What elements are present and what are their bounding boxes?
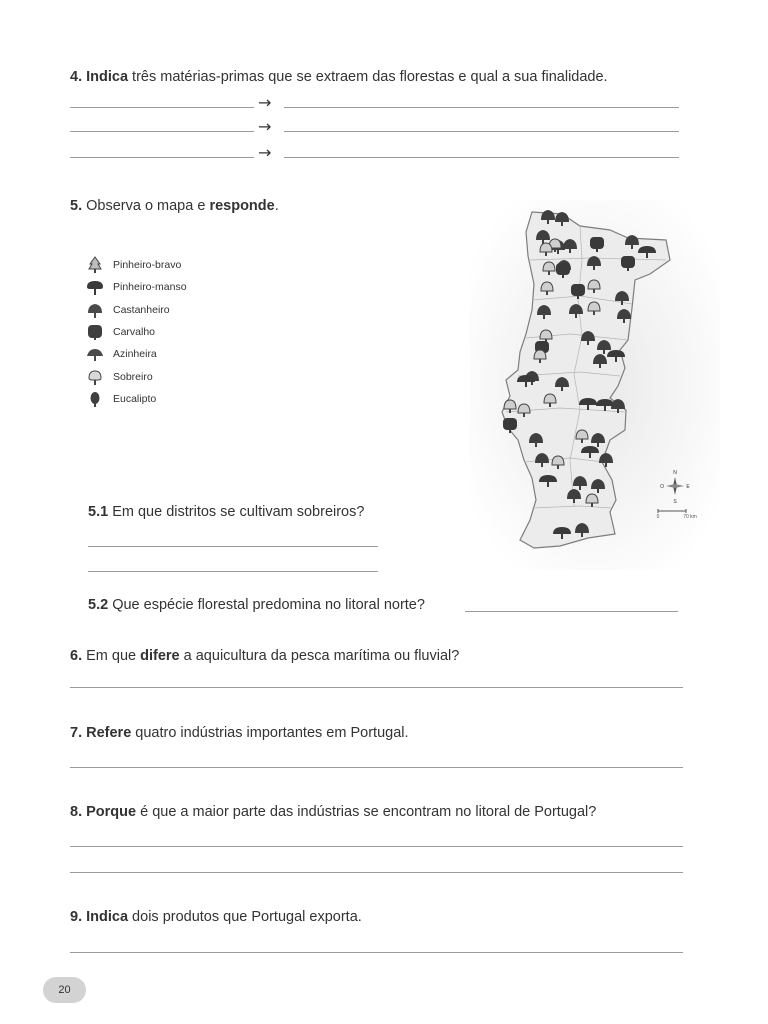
- umbrella-pine-icon: [86, 278, 104, 296]
- pine-tree-icon: [86, 256, 104, 274]
- forest-map-portugal: [470, 200, 720, 570]
- question-number: 7.: [70, 725, 83, 741]
- holm-oak-icon: [86, 345, 104, 363]
- answer-line[interactable]: [70, 872, 683, 873]
- legend-item: [86, 321, 187, 343]
- question-verb: Indica: [86, 69, 129, 85]
- question-number: 4.: [70, 69, 83, 85]
- legend-label: Carvalho: [113, 326, 156, 339]
- answer-line[interactable]: [70, 687, 683, 688]
- cork-oak-icon: [86, 368, 104, 386]
- legend-label: Sobreiro: [113, 370, 153, 383]
- answer-line[interactable]: [70, 767, 683, 768]
- question-text: três matérias-primas que se extraem das florestas e qual a sua finalidade.: [128, 69, 608, 85]
- question-8: [70, 803, 596, 821]
- question-verb: responde: [209, 198, 275, 214]
- question-verb: Porque: [86, 804, 137, 820]
- scale-end: 70 km: [683, 514, 697, 520]
- legend-label: Castanheiro: [113, 303, 170, 316]
- arrow-icon: →: [258, 143, 272, 162]
- compass-north: N: [673, 470, 677, 476]
- legend-label: Eucalipto: [113, 392, 157, 405]
- question-9: [70, 908, 362, 926]
- legend-item: [86, 365, 187, 387]
- legend-label: Pinheiro-bravo: [113, 259, 182, 272]
- question-7: [70, 724, 409, 742]
- answer-line[interactable]: [88, 571, 378, 572]
- legend-item: [86, 299, 187, 321]
- compass-east: E: [686, 484, 690, 490]
- oak-tree-icon: [86, 323, 104, 341]
- answer-line[interactable]: [88, 546, 378, 547]
- question-text: Observa o mapa e: [82, 198, 210, 214]
- legend-item: [86, 343, 187, 365]
- answer-line[interactable]: [70, 846, 683, 847]
- question-number: 8.: [70, 804, 83, 820]
- legend-label: Pinheiro-manso: [113, 281, 187, 294]
- answer-line[interactable]: [284, 131, 679, 132]
- compass-west: O: [660, 484, 664, 490]
- question-4: [70, 68, 608, 86]
- page-number: 20: [43, 977, 86, 1003]
- question-6: [70, 647, 459, 665]
- question-number: 5.1: [88, 504, 109, 520]
- legend-item: [86, 254, 187, 276]
- question-verb: difere: [140, 648, 180, 664]
- answer-line[interactable]: [70, 131, 254, 132]
- answer-line[interactable]: [70, 157, 254, 158]
- answer-line[interactable]: [284, 157, 679, 158]
- question-5-1: [88, 503, 364, 521]
- question-5: [70, 197, 279, 215]
- answer-line[interactable]: [465, 611, 678, 612]
- question-number: 6.: [70, 648, 83, 664]
- question-text: é que a maior parte das indústrias se encontram no litoral de Portugal?: [136, 804, 597, 820]
- question-verb: Refere: [86, 725, 132, 741]
- answer-line[interactable]: [70, 952, 683, 953]
- question-verb: Indica: [86, 909, 129, 925]
- eucalyptus-icon: [86, 390, 104, 408]
- answer-line[interactable]: [284, 107, 679, 108]
- chestnut-tree-icon: [86, 301, 104, 319]
- question-5-2: [88, 596, 425, 614]
- question-number: 5.2: [88, 597, 109, 613]
- compass-south: S: [673, 499, 677, 505]
- question-text: .: [274, 198, 279, 214]
- question-text: dois produtos que Portugal exporta.: [128, 909, 362, 925]
- question-text: Em que distritos se cultivam sobreiros?: [108, 504, 365, 520]
- answer-line[interactable]: [70, 107, 254, 108]
- question-text: a aquicultura da pesca marítima ou fluvial?: [179, 648, 460, 664]
- legend-label: Azinheira: [113, 348, 157, 361]
- question-number: 5.: [70, 198, 83, 214]
- legend-item: [86, 388, 187, 410]
- question-text: Em que: [82, 648, 141, 664]
- arrow-icon: →: [258, 117, 272, 136]
- question-text: Que espécie florestal predomina no litoral norte?: [108, 597, 425, 613]
- arrow-icon: →: [258, 93, 272, 112]
- scale-start: 0: [656, 514, 660, 520]
- question-number: 9.: [70, 909, 83, 925]
- question-text: quatro indústrias importantes em Portugal.: [131, 725, 409, 741]
- map-legend: [86, 254, 187, 410]
- legend-item: [86, 276, 187, 298]
